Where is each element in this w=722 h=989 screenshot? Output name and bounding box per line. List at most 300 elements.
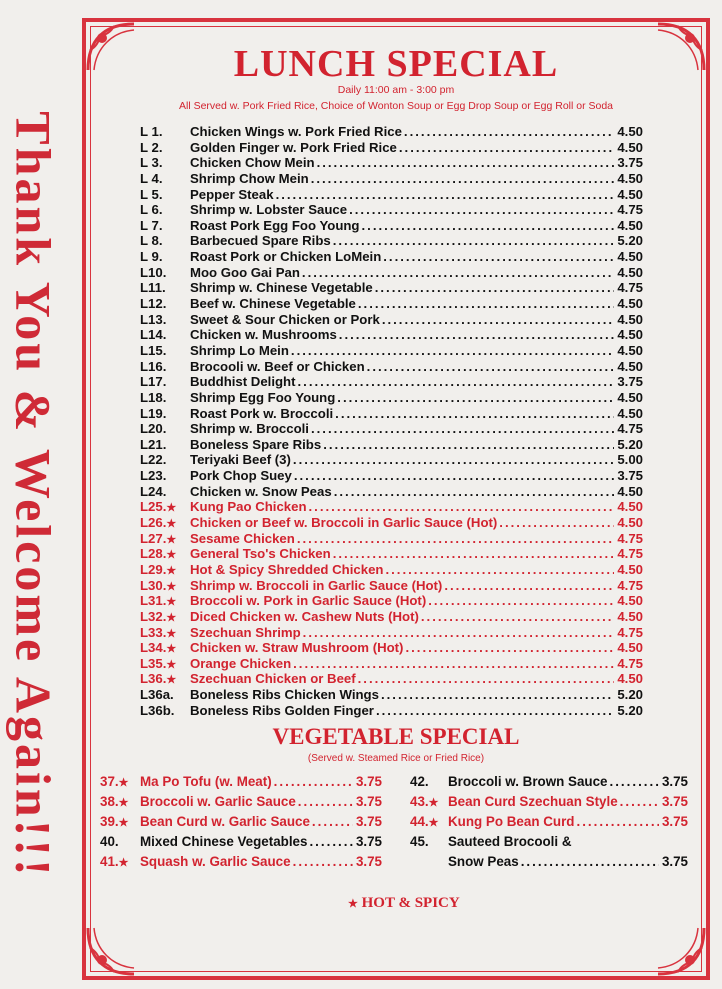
item-name: Shrimp w. Lobster Sauce (190, 202, 348, 218)
item-name: Roast Pork or Chicken LoMein (190, 249, 382, 265)
dot-leader (296, 792, 353, 812)
item-name: Roast Pork w. Broccoli (190, 405, 334, 421)
menu-item-row (140, 499, 643, 515)
item-code (140, 124, 190, 140)
hot-star-icon: ★ (166, 658, 177, 671)
dot-leader (607, 772, 658, 792)
item-name: Chicken or Beef w. Broccoli in Garlic Sauce (Hot) (190, 515, 498, 531)
item-name: Squash w. Garlic Sauce (140, 854, 291, 869)
item-name: Szechuan Shrimp (190, 624, 301, 640)
item-code-text: L28. (140, 546, 167, 562)
item-price: 4.75 (617, 202, 643, 218)
menu-item-row (140, 343, 643, 359)
menu-item-row (140, 406, 643, 422)
menu-item-row (140, 703, 643, 719)
item-name: Kung Po Bean Curd (448, 814, 575, 829)
item-name: Broccoli w. Brown Sauce (448, 774, 608, 789)
item-code-text: L29. (140, 561, 167, 577)
hot-star-icon: ★ (428, 797, 439, 809)
item-name: Chicken w. Snow Peas (190, 483, 332, 499)
dot-leader (373, 280, 615, 296)
menu-item-row (140, 218, 643, 234)
item-price: 3.75 (661, 814, 688, 829)
item-code (410, 792, 448, 813)
veg-item-row (410, 772, 688, 792)
item-code-text: L 5. (140, 186, 163, 202)
item-code-text: 40. (100, 834, 119, 849)
item-code-text: L36. (140, 671, 167, 687)
item-price: 4.50 (617, 139, 643, 155)
vegetable-list-left (100, 772, 382, 872)
item-price: 4.50 (617, 186, 643, 202)
item-price: 4.50 (617, 311, 643, 327)
item-code-text: L14. (140, 327, 167, 343)
hot-star-icon: ★ (166, 643, 177, 656)
item-name: Shrimp Lo Mein (190, 342, 289, 358)
item-code-text: L21. (140, 436, 167, 452)
dot-leader (618, 792, 659, 812)
item-code-text: 44. (410, 814, 429, 829)
item-code-text: L27. (140, 530, 167, 546)
hot-star-icon: ★ (166, 627, 177, 640)
menu-item-row (140, 140, 643, 156)
item-price: 3.75 (661, 774, 688, 789)
item-price: 3.75 (617, 155, 643, 171)
item-price: 4.50 (617, 249, 643, 265)
item-name: Snow Peas (448, 854, 519, 869)
item-name: Barbecued Spare Ribs (190, 233, 331, 249)
item-price: 4.50 (617, 124, 643, 139)
side-banner-text: Thank You & Welcome Again!!! (6, 110, 62, 879)
hot-star-icon: ★ (428, 817, 439, 829)
item-code (140, 406, 190, 422)
item-name: Boneless Spare Ribs (190, 436, 322, 452)
menu-item-row (140, 265, 643, 281)
hot-star-icon: ★ (348, 898, 358, 910)
item-code-text: 45. (410, 834, 429, 849)
menu-item-row (140, 296, 643, 312)
item-code (140, 703, 190, 719)
item-code (140, 312, 190, 328)
dot-leader (274, 187, 615, 203)
hot-star-icon: ★ (118, 857, 129, 869)
item-code-text: L16. (140, 358, 167, 374)
item-price: 4.50 (617, 499, 643, 515)
dot-leader (315, 155, 615, 171)
veg-item-row (100, 852, 382, 872)
item-code-text: 38. (100, 794, 119, 809)
dot-leader (383, 562, 614, 578)
item-price: 3.75 (355, 834, 382, 849)
dot-leader (291, 656, 614, 672)
item-name: Boneless Ribs Golden Finger (190, 702, 374, 718)
item-code-text: L35. (140, 655, 167, 671)
menu-item-row (140, 187, 643, 203)
dot-leader (397, 140, 614, 156)
dot-leader (381, 249, 614, 265)
item-name: Sweet & Sour Chicken or Pork (190, 311, 380, 327)
menu-item-row (140, 687, 643, 703)
item-code (140, 249, 190, 265)
veg-item-row (410, 812, 688, 832)
item-name: Kung Pao Chicken (190, 499, 307, 515)
item-price: 4.50 (617, 296, 643, 312)
menu-item-row (140, 280, 643, 296)
item-name: Boneless Ribs Chicken Wings (190, 687, 379, 703)
item-code-text: L22. (140, 452, 167, 468)
item-code-text: L32. (140, 608, 167, 624)
hot-spicy-legend (348, 895, 460, 912)
hot-star-icon: ★ (166, 674, 177, 687)
menu-item-row (140, 312, 643, 328)
item-code-text: 42. (410, 774, 429, 789)
item-code (100, 852, 140, 873)
dot-leader (574, 812, 658, 832)
menu-item-row (140, 531, 643, 547)
veg-item-row (100, 832, 382, 852)
item-code-text: L17. (140, 374, 167, 390)
item-name: Chicken Wings w. Pork Fried Rice (190, 124, 402, 139)
item-code-text: L23. (140, 468, 167, 484)
dot-leader (309, 421, 614, 437)
dot-leader (333, 406, 614, 422)
hot-star-icon: ★ (118, 777, 129, 789)
item-code-text: L20. (140, 421, 167, 437)
item-name: Ma Po Tofu (w. Meat) (140, 774, 272, 789)
hot-star-icon: ★ (166, 533, 177, 546)
item-code-text: L30. (140, 577, 167, 593)
lunch-menu-list (140, 124, 643, 718)
dot-leader (272, 772, 353, 792)
item-code-text: L13. (140, 311, 167, 327)
item-price: 5.20 (617, 687, 643, 703)
item-price: 3.75 (617, 374, 643, 390)
menu-item-row (140, 155, 643, 171)
item-price: 4.50 (617, 671, 643, 687)
item-code (140, 437, 190, 453)
item-price: 3.75 (661, 794, 688, 809)
hot-star-icon: ★ (166, 611, 177, 624)
item-price: 3.75 (617, 468, 643, 484)
item-code (140, 327, 190, 343)
item-name: Chicken Chow Mein (190, 155, 315, 171)
dot-leader (442, 578, 614, 594)
item-code-text: L18. (140, 389, 167, 405)
dot-leader (426, 593, 614, 609)
item-code (140, 484, 190, 500)
item-code-text: L 6. (140, 202, 163, 218)
menu-item-row (140, 562, 643, 578)
item-code (140, 421, 190, 437)
dot-leader (292, 468, 614, 484)
hot-star-icon: ★ (118, 817, 129, 829)
item-price: 5.20 (617, 436, 643, 452)
item-name: Pepper Steak (190, 186, 274, 202)
side-banner (0, 0, 68, 989)
item-name: Orange Chicken (190, 655, 292, 671)
menu-item-row (140, 359, 643, 375)
item-name: Shrimp Egg Foo Young (190, 389, 336, 405)
menu-item-row (140, 515, 643, 531)
item-name: Buddhist Delight (190, 374, 296, 390)
item-code-text: L11. (140, 280, 166, 296)
item-name: Roast Pork Egg Foo Young (190, 217, 360, 233)
dot-leader (295, 531, 615, 547)
item-price: 3.75 (355, 774, 382, 789)
veg-item-row (410, 852, 688, 872)
item-price: 4.50 (617, 593, 643, 609)
hot-star-icon: ★ (166, 502, 177, 515)
page-title: LUNCH SPECIAL (233, 43, 559, 85)
menu-item-row (140, 249, 643, 265)
menu-item-row (140, 468, 643, 484)
item-code (140, 187, 190, 203)
item-code-text: L24. (140, 483, 167, 499)
item-name: Shrimp Chow Mein (190, 170, 309, 186)
veg-item-row (410, 832, 688, 852)
dot-leader (321, 437, 614, 453)
item-code (140, 140, 190, 156)
item-code-text: 37. (100, 774, 119, 789)
vegetable-section-subtitle: (Served w. Steamed Rice or Fried Rice) (307, 753, 485, 764)
item-code-text: L31. (140, 593, 167, 609)
dot-leader (419, 609, 614, 625)
hot-star-icon: ★ (166, 580, 177, 593)
item-name: General Tso's Chicken (190, 546, 331, 562)
item-code (140, 155, 190, 171)
corner-ornament-icon (654, 924, 708, 978)
item-price: 5.00 (617, 452, 643, 468)
item-name: Sesame Chicken (190, 530, 295, 546)
item-price: 4.75 (617, 421, 643, 437)
item-name: Brocooli w. Beef or Chicken (190, 358, 365, 374)
corner-ornament-icon (84, 924, 138, 978)
hot-star-icon: ★ (166, 518, 177, 531)
item-price: 4.50 (617, 327, 643, 343)
item-code (140, 687, 190, 703)
menu-item-row (140, 437, 643, 453)
dot-leader (291, 452, 614, 468)
hot-spicy-label: HOT & SPICY (361, 895, 460, 911)
dot-leader (331, 546, 615, 562)
item-name: Beef w. Chinese Vegetable (190, 296, 356, 312)
item-code-text: L19. (140, 405, 167, 421)
item-code (140, 468, 190, 484)
dot-leader (365, 359, 615, 375)
item-code-text: L12. (140, 296, 167, 312)
item-code (100, 812, 140, 833)
menu-item-row (140, 202, 643, 218)
item-name: Bean Curd w. Garlic Sauce (140, 814, 310, 829)
vegetable-list-right (410, 772, 688, 872)
item-price: 3.75 (355, 854, 382, 869)
item-price: 4.50 (617, 608, 643, 624)
item-code (140, 202, 190, 218)
item-name: Shrimp w. Broccoli in Garlic Sauce (Hot) (190, 577, 443, 593)
dot-leader (291, 852, 353, 872)
menu-item-row (140, 593, 643, 609)
item-name: Broccoli w. Garlic Sauce (140, 794, 296, 809)
dot-leader (356, 671, 615, 687)
item-price: 3.75 (661, 854, 688, 869)
hot-star-icon: ★ (118, 797, 129, 809)
item-price: 5.20 (617, 233, 643, 249)
item-code-text: 39. (100, 814, 119, 829)
hot-star-icon: ★ (166, 596, 177, 609)
item-code (140, 296, 190, 312)
item-code-text: L 3. (140, 155, 163, 171)
item-code (140, 233, 190, 249)
item-price: 4.50 (617, 264, 643, 280)
dot-leader (497, 515, 614, 531)
item-price: 4.50 (617, 217, 643, 233)
item-price: 3.75 (355, 794, 382, 809)
item-code (140, 390, 190, 406)
item-name: Mixed Chinese Vegetables (140, 834, 308, 849)
item-code-text: L 4. (140, 170, 163, 186)
served-with-note: All Served w. Pork Fried Rice, Choice of Wonton Soup or Egg Drop Soup or Egg Roll or Soda (178, 100, 614, 112)
item-name: Szechuan Chicken or Beef (190, 671, 356, 687)
item-price: 4.75 (617, 577, 643, 593)
item-code (140, 218, 190, 234)
item-code-text: L 7. (140, 217, 163, 233)
dot-leader (331, 233, 615, 249)
dot-leader (402, 124, 614, 140)
menu-item-row (140, 578, 643, 594)
veg-item-row (410, 792, 688, 812)
item-code (140, 452, 190, 468)
vegetable-section-title: VEGETABLE SPECIAL (272, 724, 520, 749)
item-code (140, 280, 190, 296)
item-code-text: L 2. (140, 139, 163, 155)
dot-leader (310, 812, 353, 832)
item-code (410, 772, 448, 792)
menu-item-row (140, 671, 643, 687)
menu-item-row (140, 233, 643, 249)
item-code-text: L 8. (140, 233, 163, 249)
dot-leader (403, 640, 614, 656)
item-name: Pork Chop Suey (190, 468, 292, 484)
menu-item-row (140, 609, 643, 625)
item-price: 4.50 (617, 561, 643, 577)
item-code-text: L36a. (140, 687, 174, 703)
dot-leader (356, 296, 614, 312)
dot-leader (379, 687, 614, 703)
dot-leader (309, 171, 615, 187)
item-code (140, 265, 190, 281)
item-code (140, 359, 190, 375)
item-name: Moo Goo Gai Pan (190, 264, 300, 280)
item-code (410, 812, 448, 833)
item-code-text: L33. (140, 624, 167, 640)
dot-leader (380, 312, 615, 328)
dot-leader (335, 390, 614, 406)
dot-leader (332, 484, 615, 500)
item-price: 4.75 (617, 280, 643, 296)
item-price: 4.50 (617, 405, 643, 421)
item-code (140, 343, 190, 359)
item-name: Shrimp w. Chinese Vegetable (190, 280, 373, 296)
item-price: 4.75 (617, 530, 643, 546)
item-name: Broccoli w. Pork in Garlic Sauce (Hot) (190, 593, 427, 609)
dot-leader (374, 703, 614, 719)
item-code-text: L15. (140, 342, 167, 358)
item-name: Chicken w. Mushrooms (190, 327, 337, 343)
item-code (410, 832, 448, 852)
item-name: Hot & Spicy Shredded Chicken (190, 561, 384, 577)
veg-item-row (100, 792, 382, 812)
item-price: 4.50 (617, 515, 643, 531)
menu-item-row (140, 546, 643, 562)
item-code-text: L26. (140, 515, 167, 531)
dot-leader (296, 374, 615, 390)
menu-item-row (140, 124, 643, 140)
hot-star-icon: ★ (166, 564, 177, 577)
dot-leader (300, 265, 614, 281)
item-name: Diced Chicken w. Cashew Nuts (Hot) (190, 608, 419, 624)
hot-star-icon: ★ (166, 549, 177, 562)
menu-item-row (140, 656, 643, 672)
item-price: 4.50 (617, 358, 643, 374)
item-code-text: L34. (140, 640, 167, 656)
item-code-text: L25. (140, 499, 167, 515)
menu-item-row (140, 640, 643, 656)
item-price: 4.50 (617, 483, 643, 499)
veg-item-row (100, 772, 382, 792)
veg-item-row (100, 812, 382, 832)
item-code-text: 41. (100, 854, 119, 869)
item-code-text: L10. (140, 264, 167, 280)
item-code (100, 772, 140, 793)
item-price: 4.75 (617, 546, 643, 562)
dot-leader (347, 202, 614, 218)
dot-leader (337, 327, 615, 343)
item-code (100, 832, 140, 852)
menu-item-row (140, 374, 643, 390)
dot-leader (307, 832, 352, 852)
item-code-text: 43. (410, 794, 429, 809)
item-name: Shrimp w. Broccoli (190, 421, 309, 437)
dot-leader (519, 852, 659, 872)
item-code (140, 171, 190, 187)
item-price: 3.75 (355, 814, 382, 829)
item-price: 4.50 (617, 389, 643, 405)
dot-leader (360, 218, 615, 234)
item-name: Sauteed Brocooli & (448, 834, 572, 849)
menu-item-row (140, 452, 643, 468)
item-name: Teriyaki Beef (3) (190, 452, 291, 468)
menu-item-row (140, 390, 643, 406)
menu-item-row (140, 327, 643, 343)
item-price: 4.75 (617, 655, 643, 671)
menu-item-row (140, 421, 643, 437)
item-name: Golden Finger w. Pork Fried Rice (190, 139, 397, 155)
menu-item-row (140, 484, 643, 500)
item-name: Bean Curd Szechuan Style (448, 794, 618, 809)
dot-leader (301, 625, 615, 641)
item-price: 5.20 (617, 702, 643, 718)
item-price: 4.50 (617, 342, 643, 358)
item-price: 4.50 (617, 640, 643, 656)
item-code-text: L 1. (140, 124, 163, 139)
dot-leader (307, 499, 615, 515)
item-price: 4.50 (617, 170, 643, 186)
lunch-hours: Daily 11:00 am - 3:00 pm (337, 84, 455, 96)
item-code (140, 374, 190, 390)
menu-item-row (140, 171, 643, 187)
menu-item-row (140, 625, 643, 641)
item-code (100, 792, 140, 813)
